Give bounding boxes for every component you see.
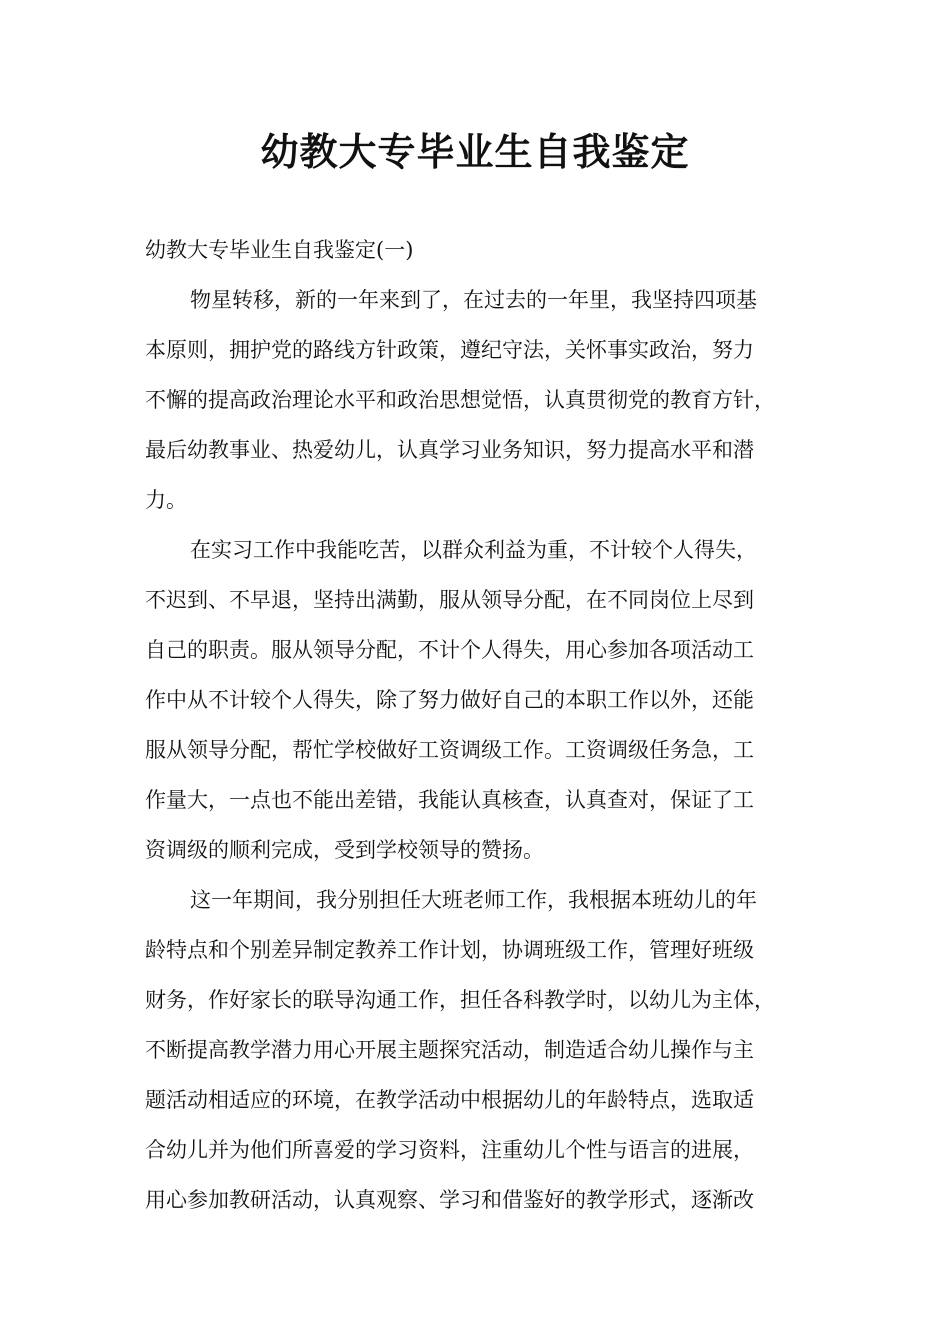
text-line: 用心参加教研活动，认真观察、学习和借鉴好的教学形式，逐渐改 [145, 1188, 754, 1212]
text-line: 最后幼教事业、热爱幼儿，认真学习业务知识，努力提高水平和潜 [145, 438, 754, 462]
text-line: 不迟到、不早退，坚持出满勤，服从领导分配，在不同岗位上尽到 [145, 588, 754, 612]
text-line: 力。 [145, 488, 187, 512]
text-line: 不懈的提高政治理论水平和政治思想觉悟，认真贯彻党的教育方针， [145, 388, 775, 412]
text-line: 自己的职责。服从领导分配，不计个人得失，用心参加各项活动工 [145, 638, 754, 662]
text-line: 财务，作好家长的联导沟通工作，担任各科教学时，以幼儿为主体， [145, 988, 775, 1012]
section-title: 幼教大专毕业生自我鉴定(一) [145, 238, 414, 262]
text-line: 在实习工作中我能吃苦，以群众利益为重，不计较个人得失， [190, 538, 757, 562]
document-title: 幼教大专毕业生自我鉴定 [260, 129, 690, 174]
text-line: 不断提高教学潜力用心开展主题探究活动，制造适合幼儿操作与主 [145, 1038, 754, 1062]
text-line: 作中从不计较个人得失，除了努力做好自己的本职工作以外，还能 [145, 688, 754, 712]
text-line: 这一年期间，我分别担任大班老师工作，我根据本班幼儿的年 [190, 888, 757, 912]
text-line: 本原则，拥护党的路线方针政策，遵纪守法，关怀事实政治，努力 [145, 338, 754, 362]
paragraph [145, 880, 835, 1230]
text-line: 作量大，一点也不能出差错，我能认真核查，认真查对，保证了工 [145, 788, 754, 812]
text-line: 服从领导分配，帮忙学校做好工资调级工作。工资调级任务急，工 [145, 738, 754, 762]
text-line: 题活动相适应的环境，在教学活动中根据幼儿的年龄特点，选取适 [145, 1088, 754, 1112]
text-line: 合幼儿并为他们所喜爱的学习资料，注重幼儿个性与语言的进展， [145, 1138, 754, 1162]
text-line: 资调级的顺利完成，受到学校领导的赞扬。 [145, 838, 544, 862]
text-line: 物星转移，新的一年来到了，在过去的一年里，我坚持四项基 [190, 288, 757, 312]
paragraph [145, 530, 835, 880]
body-text [145, 280, 835, 1230]
text-line: 龄特点和个别差异制定教养工作计划，协调班级工作，管理好班级 [145, 938, 754, 962]
paragraph [145, 280, 835, 530]
